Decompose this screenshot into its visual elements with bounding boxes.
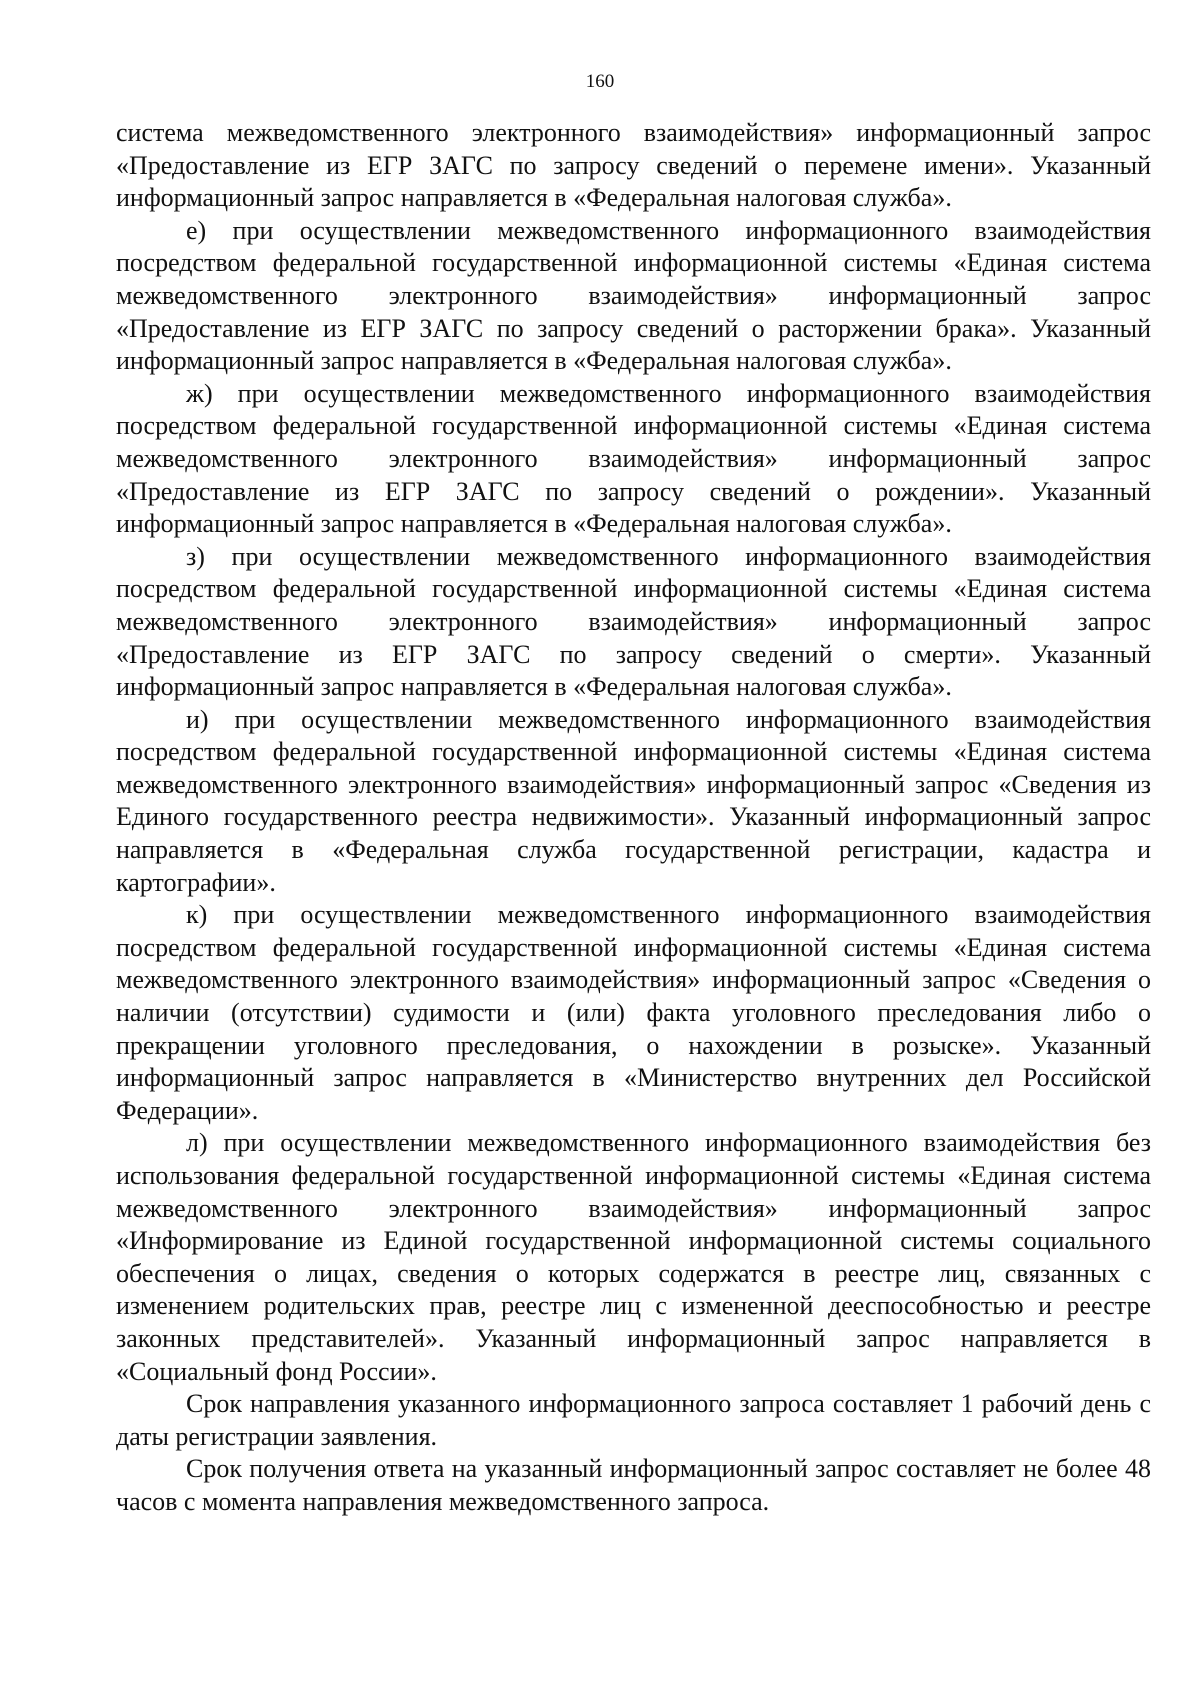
paragraph-item-zh: ж) при осуществлении межведомственного информационного взаимодействия посредством федеральной государственной информационной системы «Единая система межведомственного электронного взаимодействия» информационный запрос «Предоставление из ЕГР ЗАГС по запросу сведений о рождении». Указанный информационный запрос направляется в «Федеральная налоговая служба». — [116, 378, 1151, 539]
paragraph-item-l: л) при осуществлении межведомственного информационного взаимодействия без использования федеральной государственной информационной системы «Единая система межведомственного электронного взаимодействия» информационный запрос «Информирование из Единой государственной информационной системы социального обеспечения о лицах, сведения о которых содержатся в реестре лиц, связанных с изменением родительских прав, реестре лиц с измененной дееспособностью и реестре законных представителей». Указанный информационный запрос направляется в «Социальный фонд России». — [116, 1128, 1151, 1386]
paragraph-item-i: и) при осуществлении межведомственного информационного взаимодействия посредством федеральной государственной информационной системы «Единая система межведомственного электронного взаимодействия» информационный запрос «Сведения из Единого государственного реестра недвижимости». Указанный информационный запрос направляется в «Федеральная служба государственной регистрации, кадастра и картографии». — [116, 704, 1151, 897]
paragraph-continuation: система межведомственного электронного взаимодействия» информационный запрос «Предоставление из ЕГР ЗАГС по запросу сведений о перемене имени». Указанный информационный запрос направляется в «Федеральная налоговая служба». — [116, 118, 1151, 213]
page-number: 160 — [585, 71, 615, 92]
document-body — [116, 117, 1151, 1519]
paragraph-request-deadline: Срок направления указанного информационного запроса составляет 1 рабочий день с даты регистрации заявления. — [116, 1389, 1151, 1451]
paragraph-response-deadline: Срок получения ответа на указанный информационный запрос составляет не более 48 часов с момента направления межведомственного запроса. — [116, 1454, 1151, 1516]
paragraph-item-k: к) при осуществлении межведомственного информационного взаимодействия посредством федеральной государственной информационной системы «Единая система межведомственного электронного взаимодействия» информационный запрос «Сведения о наличии (отсутствии) судимости и (или) факта уголовного преследования либо о прекращении уголовного преследования, о нахождении в розыске». Указанный информационный запрос направляется в «Министерство внутренних дел Российской Федерации». — [116, 900, 1151, 1125]
paragraph-item-e: е) при осуществлении межведомственного информационного взаимодействия посредством федеральной государственной информационной системы «Единая система межведомственного электронного взаимодействия» информационный запрос «Предоставление из ЕГР ЗАГС по запросу сведений о расторжении брака». Указанный информационный запрос направляется в «Федеральная налоговая служба». — [116, 215, 1151, 376]
paragraph-item-z: з) при осуществлении межведомственного информационного взаимодействия посредством федеральной государственной информационной системы «Единая система межведомственного электронного взаимодействия» информационный запрос «Предоставление из ЕГР ЗАГС по запросу сведений о смерти». Указанный информационный запрос направляется в «Федеральная налоговая служба». — [116, 541, 1151, 702]
